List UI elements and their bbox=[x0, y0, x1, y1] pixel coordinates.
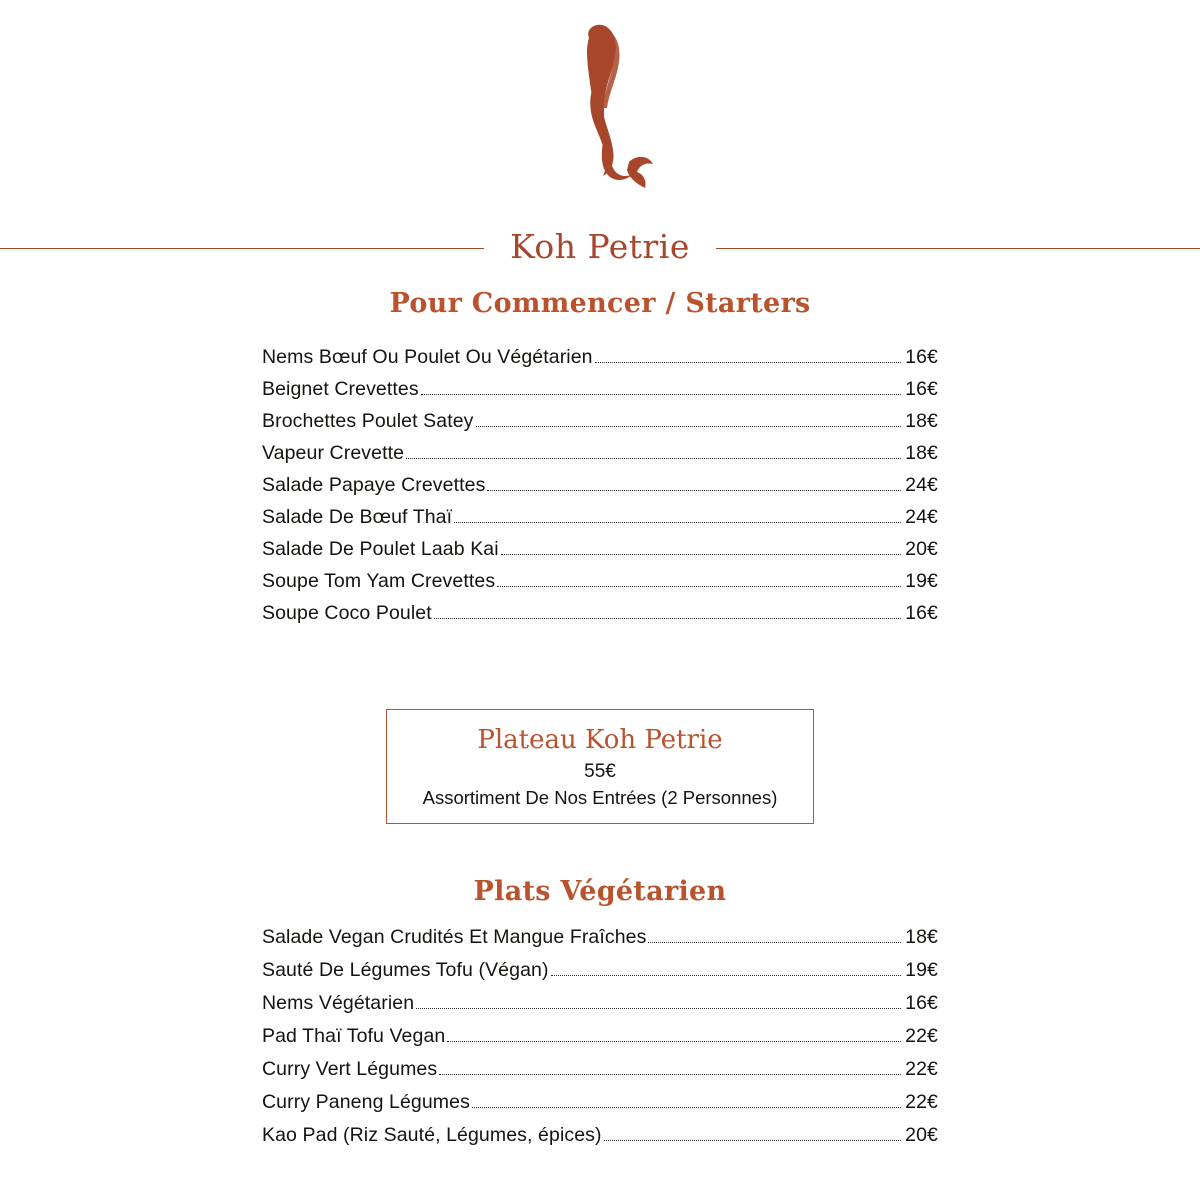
mermaid-logo-icon bbox=[545, 22, 655, 192]
menu-item-name: Pad Thaï Tofu Vegan bbox=[262, 1024, 446, 1047]
menu-item bbox=[262, 597, 938, 629]
rule-line-left bbox=[0, 248, 484, 249]
menu-item-price: 19€ bbox=[905, 958, 938, 981]
menu-item-name: Beignet Crevettes bbox=[262, 378, 419, 400]
menu-item-price: 16€ bbox=[905, 991, 938, 1014]
brand-rule bbox=[0, 227, 1200, 266]
menu-item bbox=[262, 565, 938, 597]
leader-dots bbox=[416, 1007, 901, 1009]
menu-item-name: Curry Paneng Légumes bbox=[262, 1090, 470, 1113]
section-title-vegetarian: Plats Végétarien bbox=[473, 875, 727, 907]
leader-dots bbox=[447, 1040, 901, 1042]
menu-item-name: Salade Vegan Crudités Et Mangue Fraîches bbox=[262, 925, 647, 948]
menu-item bbox=[262, 1086, 938, 1119]
menu-item-price: 18€ bbox=[905, 925, 938, 948]
leader-dots bbox=[472, 1106, 901, 1108]
leader-dots bbox=[497, 585, 901, 587]
menu-item-price: 16€ bbox=[905, 602, 938, 624]
leader-dots bbox=[595, 361, 902, 363]
leader-dots bbox=[406, 457, 901, 459]
menu-item-name: Salade De Poulet Laab Kai bbox=[262, 538, 499, 560]
leader-dots bbox=[439, 1073, 901, 1075]
menu-item-price: 20€ bbox=[905, 1123, 938, 1146]
menu-item bbox=[262, 954, 938, 987]
menu-item-name: Salade Papaye Crevettes bbox=[262, 474, 486, 496]
restaurant-name: Koh Petrie bbox=[510, 227, 690, 266]
feature-platter-box bbox=[386, 709, 814, 824]
menu-item bbox=[262, 437, 938, 469]
menu-item bbox=[262, 501, 938, 533]
menu-item bbox=[262, 1053, 938, 1086]
rule-line-right bbox=[716, 248, 1200, 249]
menu-item bbox=[262, 987, 938, 1020]
menu-item-price: 24€ bbox=[905, 474, 938, 496]
menu-item bbox=[262, 1020, 938, 1053]
leader-dots bbox=[487, 489, 901, 491]
menu-item-price: 16€ bbox=[905, 378, 938, 400]
menu-item-name: Vapeur Crevette bbox=[262, 442, 405, 464]
leader-dots bbox=[648, 941, 901, 943]
menu-item-name: Sauté De Légumes Tofu (Végan) bbox=[262, 958, 549, 981]
menu-item-name: Nems Bœuf Ou Poulet Ou Végétarien bbox=[262, 346, 593, 368]
menu-item-price: 18€ bbox=[905, 442, 938, 464]
vegetarian-menu-list bbox=[262, 921, 938, 1152]
menu-item bbox=[262, 1119, 938, 1152]
menu-item bbox=[262, 373, 938, 405]
menu-item-name: Soupe Coco Poulet bbox=[262, 602, 432, 624]
menu-item bbox=[262, 341, 938, 373]
feature-description: Assortiment De Nos Entrées (2 Personnes) bbox=[422, 786, 778, 808]
menu-item-name: Soupe Tom Yam Crevettes bbox=[262, 570, 496, 592]
menu-item-price: 16€ bbox=[905, 346, 938, 368]
menu-item-price: 19€ bbox=[905, 570, 938, 592]
logo-container bbox=[0, 22, 1200, 192]
leader-dots bbox=[604, 1139, 902, 1141]
leader-dots bbox=[434, 617, 901, 619]
menu-item-name: Kao Pad (Riz Sauté, Légumes, épices) bbox=[262, 1123, 602, 1146]
leader-dots bbox=[454, 521, 901, 523]
starters-menu-list bbox=[262, 341, 938, 629]
menu-item-price: 22€ bbox=[905, 1057, 938, 1080]
menu-item-price: 20€ bbox=[905, 538, 938, 560]
leader-dots bbox=[551, 974, 902, 976]
menu-item bbox=[262, 921, 938, 954]
menu-item bbox=[262, 533, 938, 565]
leader-dots bbox=[421, 393, 901, 395]
menu-item-name: Brochettes Poulet Satey bbox=[262, 410, 474, 432]
menu-item-price: 22€ bbox=[905, 1024, 938, 1047]
menu-header bbox=[0, 0, 1200, 266]
menu-item-price: 22€ bbox=[905, 1090, 938, 1113]
menu-item-name: Curry Vert Légumes bbox=[262, 1057, 438, 1080]
leader-dots bbox=[501, 553, 901, 555]
leader-dots bbox=[476, 425, 902, 427]
menu-item bbox=[262, 405, 938, 437]
feature-title: Plateau Koh Petrie bbox=[477, 725, 723, 755]
menu-item-name: Nems Végétarien bbox=[262, 991, 415, 1014]
feature-price: 55€ bbox=[584, 760, 616, 782]
menu-item bbox=[262, 469, 938, 501]
menu-item-price: 24€ bbox=[905, 506, 938, 528]
menu-item-name: Salade De Bœuf Thaï bbox=[262, 506, 453, 528]
section-title-starters: Pour Commencer / Starters bbox=[389, 288, 811, 319]
menu-item-price: 18€ bbox=[905, 410, 938, 432]
